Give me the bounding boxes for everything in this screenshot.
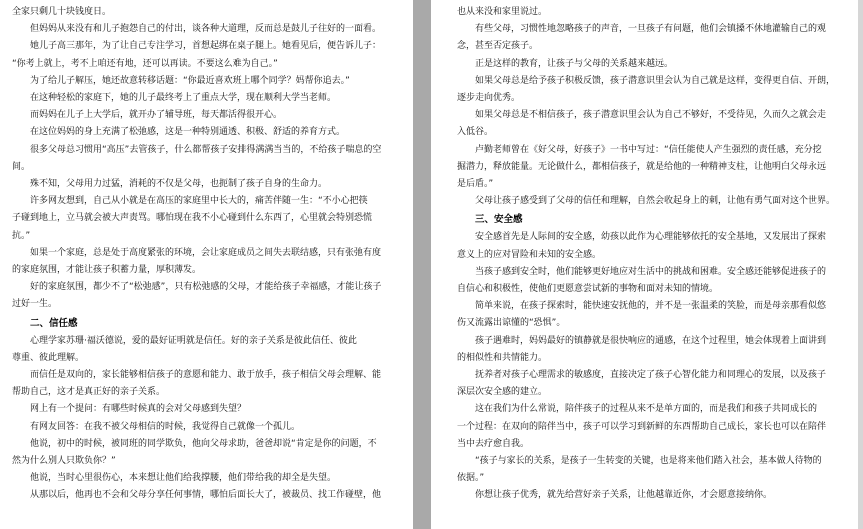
text-line: 父母让孩子感受到了父母的信任和理解，自然会收起身上的刺，让他有勇气面对这个世界。 [475, 196, 836, 207]
text-line: 抗。” [12, 230, 31, 241]
text-line: 有网友回答：在我不被父母相信的时候，我觉得自己就像一个孤儿。 [30, 421, 301, 432]
text-line: 全家只剩几十块钱度日。 [12, 7, 112, 17]
text-line: 是后盾。” [457, 179, 494, 190]
text-line: 依据。” [457, 473, 485, 484]
text-line: 心理学家苏珊·福沃德说，爱的最好证明就是信任。好的亲子关系是彼此信任、彼此 [30, 335, 357, 346]
text-line: 正是这样的教育，让孩子与父母的关系越来越远。 [475, 58, 674, 69]
text-line: 安全感首先是人际间的安全感，幼孩以此作为心理能够依托的安全基地，又发展出了探索 [475, 232, 827, 243]
text-line: 在这种轻松的家庭下，她的儿子最终考上了重点大学，现在顺利大学当老师。 [30, 93, 337, 104]
text-line: 如果父母总是给予孩子积极反馈，孩子潜意识里会认为自己就是这样，变得更自信、开朗， [475, 75, 836, 86]
document-page-right [431, 0, 863, 529]
text-line: 伤又流露出谅懂的“恐惧”。 [457, 318, 566, 329]
section-heading: 二、信任感 [30, 317, 78, 329]
text-line: 逐步走向优秀。 [457, 93, 521, 104]
document-page-left [0, 0, 413, 529]
text-line: 然为什么别人只欺负你？” [12, 456, 116, 467]
text-line: 有些父母，习惯性地忽略孩子的声音，一旦孩子有问题，他们会镇搡不休地灌输自己的观 [475, 24, 827, 35]
text-line: 当中去疗愈自我。 [457, 438, 530, 449]
text-line: 尊重、彼此理解。 [12, 352, 85, 363]
vertical-scrollbar[interactable] [858, 0, 863, 529]
text-line: 当孩子感到安全时，他们能够更好地应对生活中的挑战和困难。安全感还能够促进孩子的 [475, 266, 827, 277]
text-line: 孩子遇难时，妈妈最好的镇静就是很快响应的通感，在这个过程里，她会体现着上面讲到 [475, 335, 827, 346]
text-line: 如果父母总是不相信孩子，孩子潜意识里会认为自己不够好，不受待见，久而久之就会走 [475, 110, 827, 121]
text-line: 一个过程：在双向的陪伴当中，孩子可以学习到新鲜的东西帮助自己成长，家长也可以在陪伴 [457, 421, 827, 432]
text-line: 入低谷。 [457, 127, 494, 138]
text-line: 自信心和积极性，使他们更愿意尝试新的事物和面对未知的情境。 [457, 284, 719, 295]
text-line: 很多父母总习惯用“高压”去管孩子，什么都帮孩子安排得满满当当的，不给孩子喘息的空 [30, 144, 382, 155]
text-line: 也从来没和家里说过。 [457, 7, 548, 17]
text-line: 的家庭氛围，才能让孩子积蓄力量，厚积薄发。 [12, 265, 202, 276]
page-gap [413, 0, 431, 529]
text-line: 如果一个家庭，总是处于高度紧张的环境，会让家庭成员之间失去联结感，只有张弛有度 [30, 247, 382, 258]
text-line: 深层次安全感的建立。 [457, 387, 548, 398]
text-line: 这在我们为什么常说，陪伴孩子的过程从来不是单方面的，而是我们和孩子共同成长的 [475, 404, 818, 415]
text-line: 掘潜力，释放能量。无论做什么，都相信孩子，就是给他的一种精神支柱，让他明白父母永远 [457, 161, 827, 172]
text-line: 你想让孩子优秀，就先给营好亲子关系，让他越靠近你，才会愿意接纳你。 [475, 490, 773, 501]
text-line: 子碰到地上，立马就会被大声责骂。哪怕现在我不小心碰到什么东西了，心里就会特别恐慌 [12, 213, 373, 224]
text-line: 她儿子高三那年，为了让自己专注学习，首想起绑在桌子腿上。她看见后，便告诉儿子： [30, 41, 382, 52]
text-line: 但妈妈从来没有和儿子抱怨自己的付出，谈各种大道理，反而总是鼓儿子往好的一面看。 [30, 24, 382, 35]
text-line: “孩子与家长的关系，是孩子一生转变的关键，也是将来他们踏入社会，基本做人待物的 [475, 456, 822, 467]
text-line: 好的家庭氛围，都少不了“松弛感”，只有松弛感的父母，才能给孩子幸福感，才能让孩子 [30, 282, 382, 293]
text-line: “你考上就上，考不上咱还有地，还可以再读。不要这么难为自己。” [12, 58, 278, 69]
text-line: 过好一生。 [12, 299, 58, 310]
text-line: 他说，初中的时候，被同班的同学欺负，他向父母求助，爸爸却说“肯定是你的问题，不 [30, 438, 377, 449]
text-line: 殊不知，父母用力过猛，消耗的不仅是父母，也扼制了孩子自身的生命力。 [30, 179, 328, 190]
section-heading: 三、安全感 [475, 214, 523, 226]
text-line: 帮助自己，这才是真正好的亲子关系。 [12, 387, 166, 398]
text-line: 意义上的应对冒险和未知的安全感。 [457, 249, 602, 260]
text-line: 简单来说，在孩子探索时，能快速安抚他的，并不是一张温柔的笑脸，而是母亲那看似悠 [475, 301, 827, 312]
text-line: 的相似性和共情能力。 [457, 352, 548, 363]
text-line: 许多网友想到，自己从小就是在高压的家庭里中长大的，痛苦伴随一生：“不小心把筷 [30, 196, 368, 207]
text-line: 网上有一个提问：有哪些时候真的会对父母感到失望？ [30, 404, 247, 415]
text-line: 他说，当时心里很伤心，本来想让他们给我撑腰，他们带给我的却全是失望。 [30, 473, 337, 484]
text-line: 而妈妈在儿子上大学后，就开办了辅导班，每天都活得很开心。 [30, 110, 283, 121]
text-line: 从那以后，他再也不会和父母分享任何事情，哪怕后面长大了，被裁员、找工作碰壁，他 [30, 490, 382, 501]
text-line: 而信任是双向的，家长能够相信孩子的意愿和能力、敢于放手，孩子相信父母会理解、能 [30, 370, 382, 381]
text-line: 抚养者对孩子心理需求的敏感度，直接决定了孩子心智化能力和同理心的发展，以及孩子 [475, 370, 827, 381]
text-line: 念，甚至否定孩子。 [457, 41, 539, 52]
text-line: 间。 [12, 161, 31, 172]
text-line: 在这位妈妈的身上充满了松弛感，这是一种特别通透、积极、舒适的养育方式。 [30, 127, 346, 138]
text-line: 为了给儿子解压，她还故意转移话题：“你最近喜欢班上哪个同学？妈帮你追去。” [30, 75, 350, 86]
text-line: 卢勤老师曾在《好父母，好孩子》一书中写过：“信任能使人产生强烈的责任感，充分挖 [475, 144, 822, 155]
